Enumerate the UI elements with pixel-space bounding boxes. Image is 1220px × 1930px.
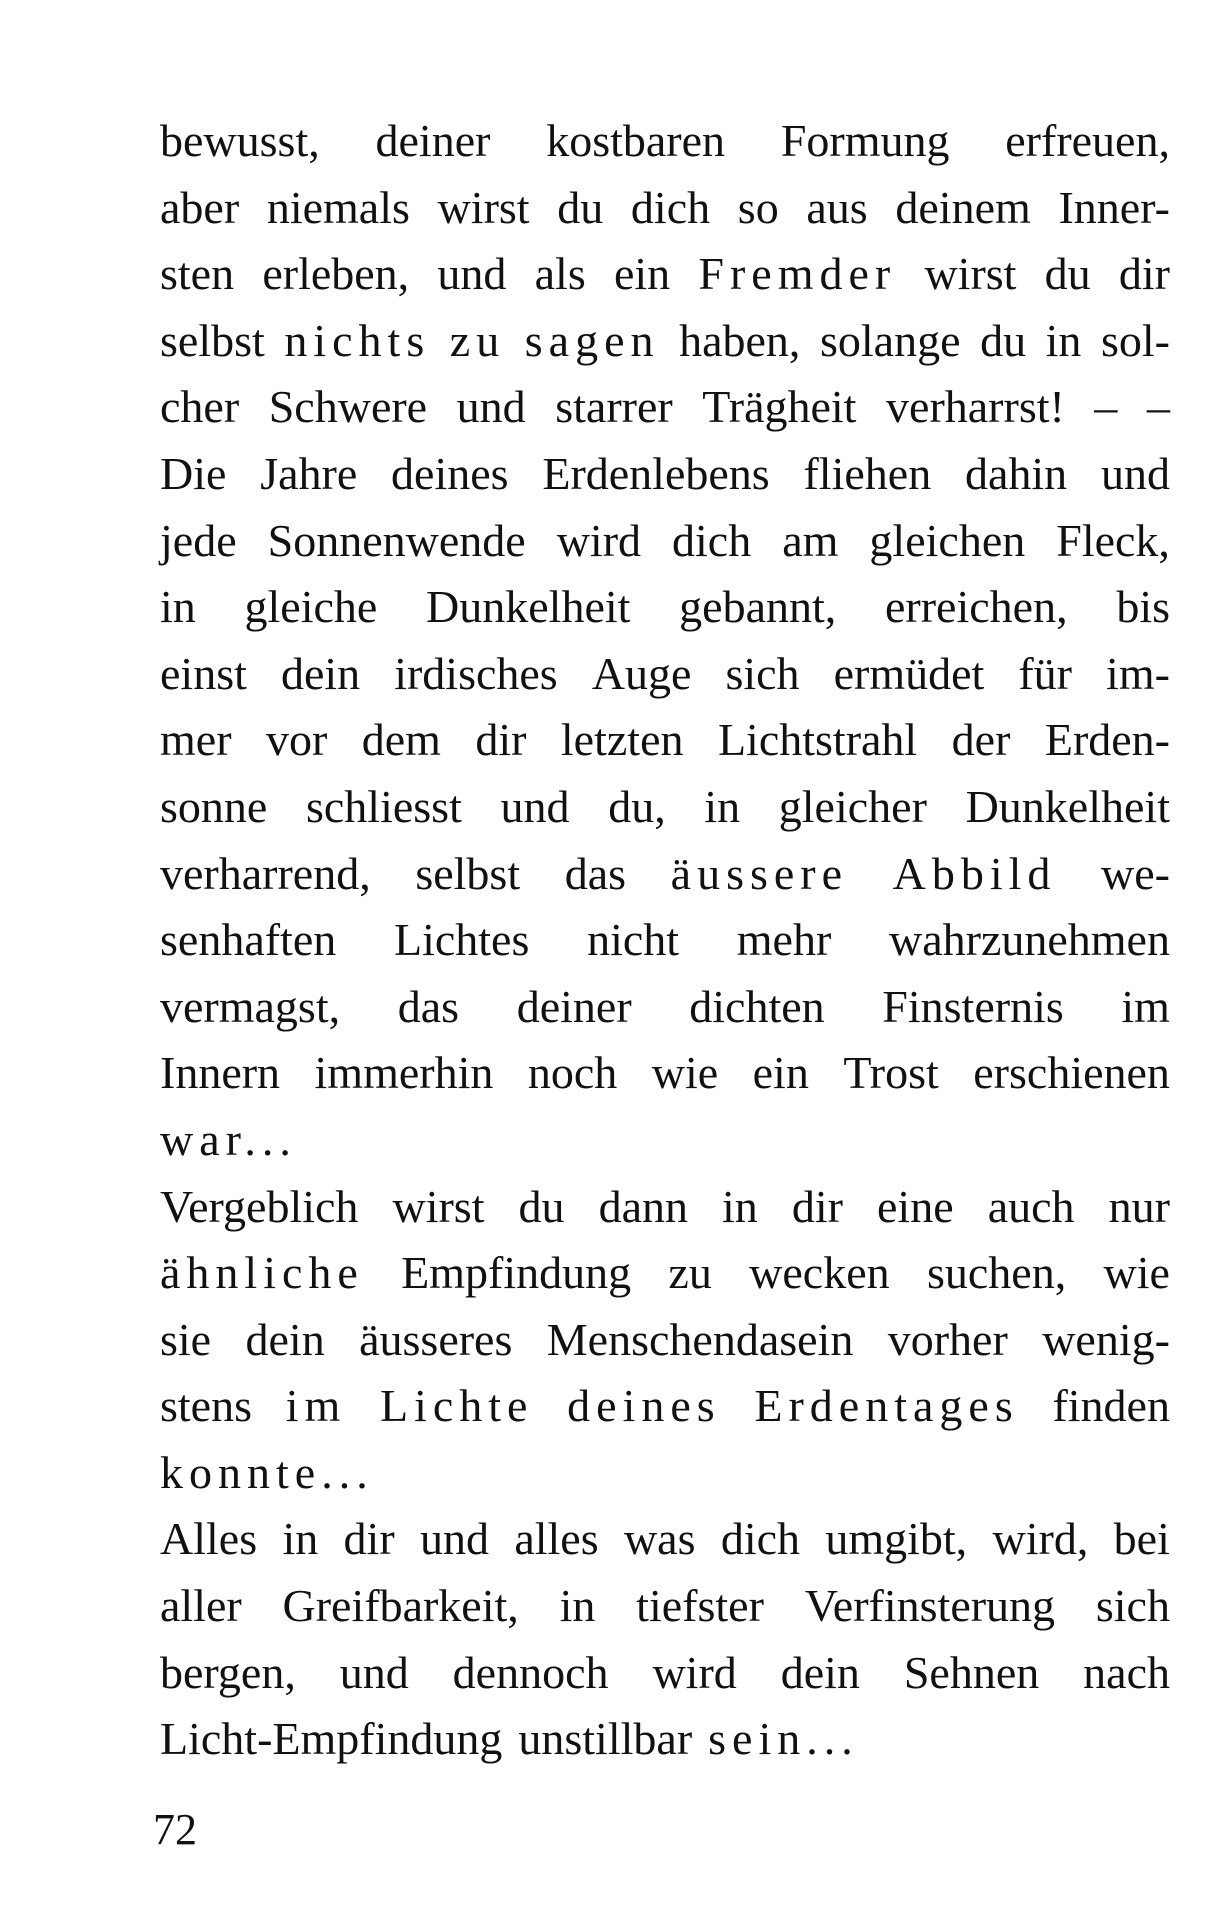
word: nicht	[587, 914, 680, 966]
word: Empfindung	[401, 1247, 632, 1299]
word: sten	[160, 248, 235, 300]
word: sol-	[1100, 314, 1170, 366]
word: alles	[514, 1513, 599, 1565]
word: Erdentages	[754, 1380, 1019, 1432]
word: bis	[1116, 581, 1170, 633]
word: stens	[160, 1380, 252, 1432]
word: in	[160, 581, 196, 633]
word: selbst	[415, 847, 521, 899]
word: Schwere	[268, 381, 428, 433]
word: am	[782, 514, 839, 566]
word: dich	[630, 181, 711, 233]
word: für	[1018, 647, 1072, 699]
word: Vergeblich	[160, 1180, 359, 1232]
word: noch	[527, 1047, 618, 1099]
word: erreichen,	[885, 581, 1068, 633]
text-line	[160, 1040, 1170, 1107]
word: vermagst,	[160, 980, 341, 1032]
word: und	[437, 248, 507, 300]
word: aus	[806, 181, 868, 233]
word: suchen,	[926, 1247, 1067, 1299]
word: wenig-	[1042, 1313, 1170, 1365]
word: Inner-	[1058, 181, 1170, 233]
word: deinem	[895, 181, 1031, 233]
word: konnte...	[160, 1446, 374, 1498]
word: dennoch	[452, 1646, 609, 1698]
word: der	[951, 714, 1011, 766]
text-line	[160, 641, 1170, 708]
text-line	[160, 508, 1170, 575]
word: ermüdet	[833, 647, 985, 699]
word: –	[1094, 381, 1118, 433]
text-line	[160, 308, 1170, 375]
word: verharrst!	[886, 381, 1065, 433]
word: wie	[1103, 1247, 1170, 1299]
text-line	[160, 1440, 1170, 1507]
word: und	[500, 780, 570, 832]
word: äusseres	[359, 1313, 513, 1365]
word: dein	[280, 647, 361, 699]
word: cher	[160, 381, 240, 433]
word: Menschendasein	[546, 1313, 854, 1365]
word: bei	[1113, 1513, 1170, 1565]
word: wahrzunehmen	[888, 914, 1170, 966]
word: zu	[668, 1247, 712, 1299]
word: dein	[245, 1313, 325, 1365]
word: dich	[672, 514, 752, 566]
word: wird	[652, 1646, 737, 1698]
word: wirst	[437, 181, 530, 233]
word: kostbaren	[546, 115, 726, 166]
word: Formung	[780, 115, 950, 166]
word: und	[1100, 447, 1170, 499]
word: gleiche	[244, 581, 378, 633]
word: aller	[160, 1580, 242, 1632]
word: so	[737, 181, 779, 233]
text-line	[160, 841, 1170, 908]
word: dein	[780, 1646, 860, 1698]
word: war...	[160, 1113, 297, 1165]
word: Innern	[160, 1047, 281, 1099]
word: Trägheit	[702, 381, 857, 433]
word: im	[285, 1380, 347, 1432]
word: bergen,	[160, 1646, 296, 1698]
word: und	[339, 1646, 409, 1698]
word: jede	[160, 514, 237, 566]
word: Jahre	[260, 447, 358, 499]
text-line	[160, 241, 1170, 308]
body-text	[160, 108, 1170, 1773]
word: du,	[608, 780, 666, 832]
word: im-	[1106, 647, 1170, 699]
word: dir	[791, 1180, 843, 1232]
text-line	[160, 1573, 1170, 1640]
word: schliesst	[305, 780, 462, 832]
word: sie	[160, 1313, 212, 1365]
word: erschienen	[973, 1047, 1170, 1099]
word: sich	[725, 647, 800, 699]
word: Sonnenwende	[267, 514, 526, 566]
word: finden	[1052, 1380, 1170, 1432]
word: umgibt,	[825, 1513, 968, 1565]
word: gleichen	[869, 514, 1026, 566]
word: das	[397, 980, 460, 1032]
word: eine	[877, 1180, 954, 1232]
word: Erdenlebens	[542, 447, 770, 499]
word: zu	[449, 314, 506, 366]
word: senhaften	[160, 914, 337, 966]
text-line	[160, 1506, 1170, 1573]
text-line	[160, 441, 1170, 508]
word: und	[456, 381, 526, 433]
word: dir	[343, 1513, 395, 1565]
word: ähnliche	[160, 1247, 364, 1299]
word: dem	[361, 714, 441, 766]
word: in	[1045, 314, 1082, 366]
word: Fleck,	[1056, 514, 1170, 566]
word: Dunkelheit	[426, 581, 631, 633]
word: dann	[598, 1180, 688, 1232]
text-line	[160, 974, 1170, 1041]
word: dahin	[964, 447, 1068, 499]
word: –	[1146, 381, 1170, 433]
page-number: 72	[153, 1805, 197, 1854]
word: deiner	[375, 115, 491, 166]
word: nur	[1108, 1180, 1170, 1232]
word: Licht-Empfindung	[160, 1713, 503, 1765]
word: gleicher	[778, 780, 927, 832]
word: einst	[160, 647, 247, 699]
word: bewusst,	[160, 115, 320, 166]
word: deiner	[516, 980, 632, 1032]
word: vor	[265, 714, 328, 766]
word: erleben,	[262, 248, 410, 300]
word: Auge	[591, 647, 692, 699]
word: wird,	[992, 1513, 1089, 1565]
word: dichten	[689, 980, 825, 1032]
word: im	[1121, 980, 1170, 1032]
text-line	[160, 1174, 1170, 1241]
word: wirst	[392, 1180, 485, 1232]
word: selbst	[160, 314, 265, 366]
word: Finsternis	[882, 980, 1064, 1032]
word: sein...	[708, 1713, 859, 1765]
word: vorher	[887, 1313, 1008, 1365]
word: fliehen	[803, 447, 932, 499]
word: du	[557, 181, 604, 233]
word: wecken	[749, 1247, 890, 1299]
text-line	[160, 1107, 1170, 1174]
word: sonne	[160, 780, 268, 832]
text-line	[160, 1373, 1170, 1440]
word: in	[722, 1180, 758, 1232]
text-line	[160, 374, 1170, 441]
word: Die	[160, 447, 227, 499]
text-line	[160, 707, 1170, 774]
word: niemals	[266, 181, 410, 233]
word: in	[282, 1513, 319, 1565]
word: äussere	[670, 847, 849, 899]
word: Sehnen	[903, 1646, 1040, 1698]
word: Lichtes	[393, 914, 530, 966]
word: nach	[1083, 1646, 1170, 1698]
word: letzten	[560, 714, 684, 766]
word: was	[623, 1513, 696, 1565]
word: du	[518, 1180, 565, 1232]
word: Lichtstrahl	[717, 714, 918, 766]
word: tiefster	[636, 1580, 764, 1632]
word: deines	[391, 447, 509, 499]
text-line	[160, 1640, 1170, 1707]
word: sagen	[524, 314, 660, 366]
word: sich	[1095, 1580, 1170, 1632]
word: erfreuen,	[1005, 115, 1170, 166]
word: dir	[1118, 248, 1170, 300]
word: we-	[1101, 847, 1170, 899]
word: als	[534, 248, 586, 300]
word: das	[564, 847, 627, 899]
word: solange	[820, 314, 961, 366]
word: unstillbar	[518, 1713, 693, 1765]
word: ein	[613, 248, 671, 300]
text-line	[160, 574, 1170, 641]
word: wirst	[924, 248, 1017, 300]
word: deines	[567, 1380, 721, 1432]
word: irdisches	[394, 647, 558, 699]
word: mer	[160, 714, 232, 766]
word: Greifbarkeit,	[282, 1580, 519, 1632]
word: starrer	[555, 381, 673, 433]
word: wie	[651, 1047, 719, 1099]
word: in	[704, 780, 741, 832]
word: Abbild	[892, 847, 1057, 899]
word: haben,	[679, 314, 801, 366]
word: Fremder	[698, 248, 897, 300]
word: dir	[475, 714, 527, 766]
word: wird	[556, 514, 642, 566]
word: Lichte	[379, 1380, 534, 1432]
word: immerhin	[314, 1047, 494, 1099]
text-line	[160, 1307, 1170, 1374]
text-line	[160, 108, 1170, 175]
word: Dunkelheit	[965, 780, 1170, 832]
word: gebannt,	[679, 581, 837, 633]
word: du	[980, 314, 1027, 366]
word: Alles	[160, 1513, 258, 1565]
word: nichts	[284, 314, 431, 366]
word: in	[559, 1580, 596, 1632]
text-line	[160, 1706, 1170, 1773]
word: aber	[160, 181, 240, 233]
text-line	[160, 774, 1170, 841]
text-line	[160, 1240, 1170, 1307]
text-line	[160, 175, 1170, 242]
word: und	[419, 1513, 489, 1565]
word: verharrend,	[160, 847, 371, 899]
word: auch	[987, 1180, 1075, 1232]
word: Verfinsterung	[804, 1580, 1056, 1632]
word: mehr	[736, 914, 832, 966]
word: Erden-	[1044, 714, 1170, 766]
word: Trost	[843, 1047, 939, 1099]
text-line	[160, 907, 1170, 974]
word: dich	[720, 1513, 801, 1565]
word: du	[1044, 248, 1091, 300]
word: ein	[752, 1047, 809, 1099]
